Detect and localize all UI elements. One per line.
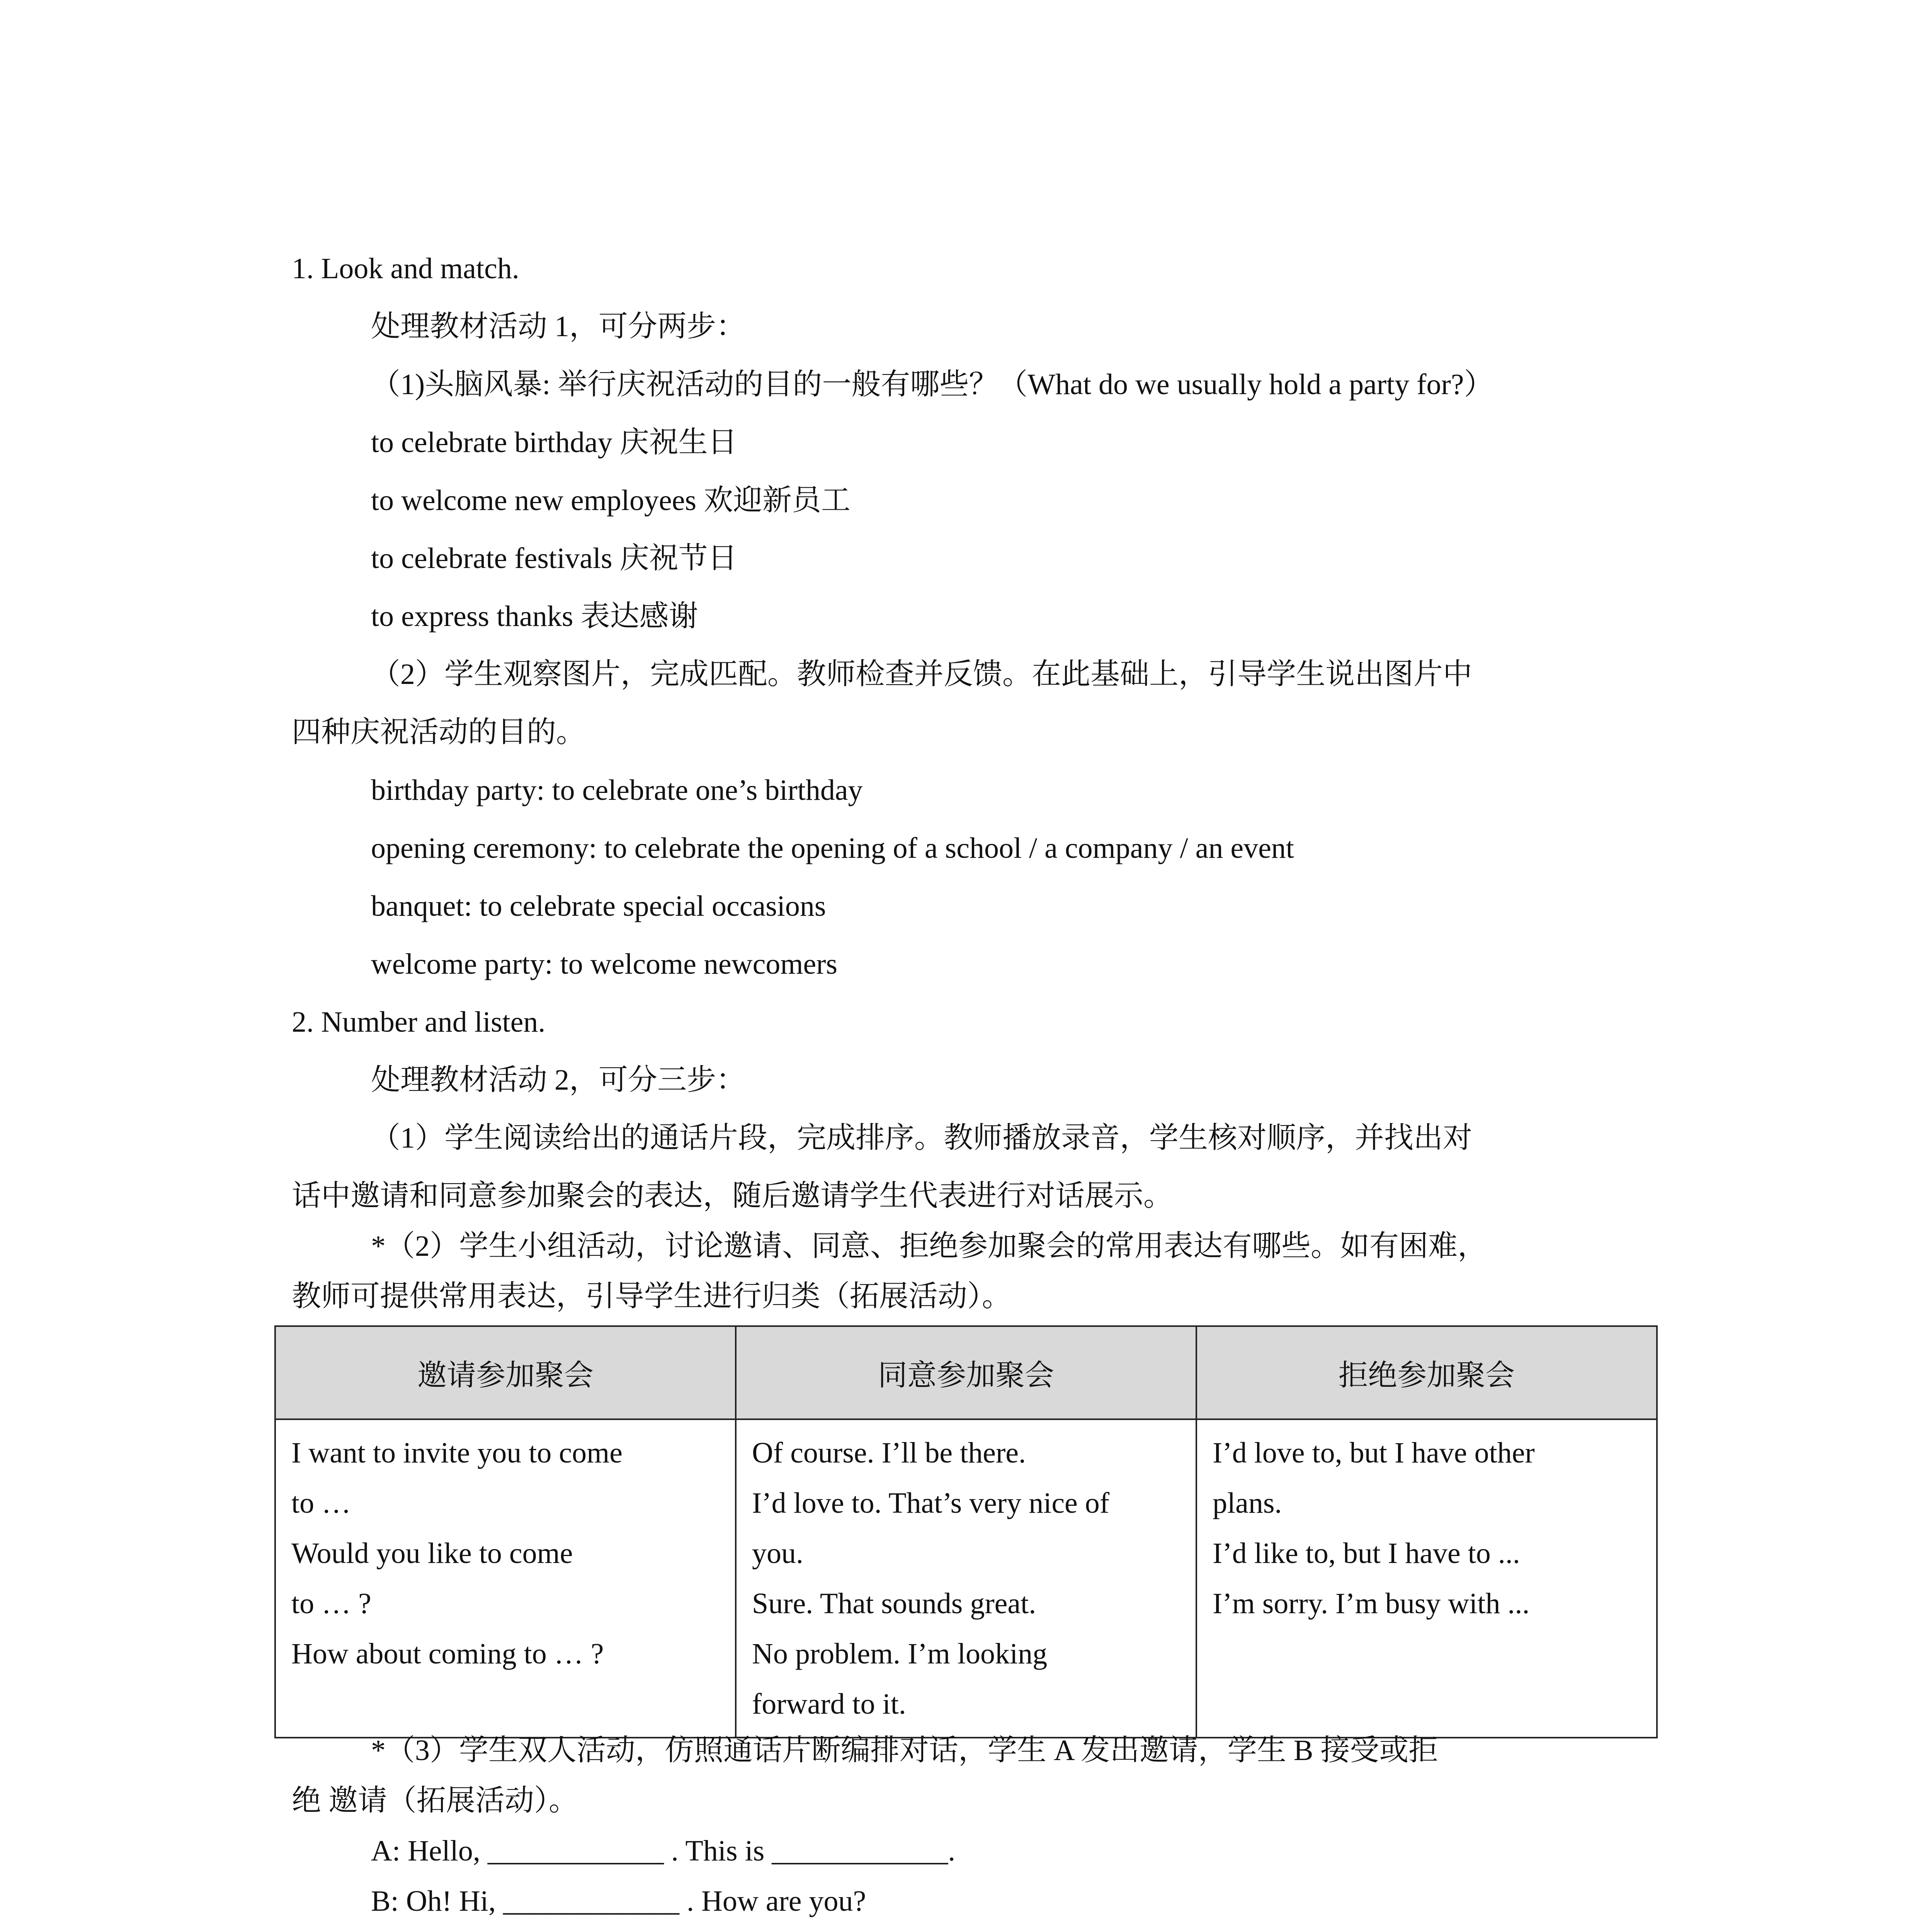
- cell-accept-expressions: [736, 1419, 1196, 1738]
- text-line: opening ceremony: to celebrate the opening of a school / a company / an event: [371, 832, 1294, 864]
- header-invite: 邀请参加聚会: [275, 1326, 736, 1419]
- expression-line: you.: [752, 1537, 803, 1570]
- text-line: 四种庆祝活动的目的。: [292, 716, 585, 748]
- expression-line: How about coming to … ?: [291, 1638, 604, 1670]
- dialogue-line: B: Oh! Hi, ____________ . How are you?: [371, 1885, 866, 1917]
- table-header-row: [275, 1326, 1657, 1419]
- section-heading-number-and-listen: 2. Number and listen.: [292, 1006, 546, 1038]
- cell-invite-expressions: [275, 1419, 736, 1738]
- expression-line: I’d love to. That’s very nice of: [752, 1487, 1110, 1519]
- text-line: to celebrate festivals 庆祝节日: [371, 542, 737, 575]
- expression-line: to … ?: [291, 1587, 371, 1620]
- table-row: [275, 1419, 1657, 1738]
- text-line: to celebrate birthday 庆祝生日: [371, 426, 737, 459]
- text-line: banquet: to celebrate special occasions: [371, 890, 826, 922]
- text-line: 绝 邀请（拓展活动）。: [292, 1784, 578, 1817]
- expressions-table: [274, 1325, 1658, 1738]
- expression-line: I’d like to, but I have to ...: [1213, 1537, 1520, 1570]
- text-line: *（2）学生小组活动，讨论邀请、同意、拒绝参加聚会的常用表达有哪些。如有困难，: [371, 1230, 1487, 1262]
- cell-decline-expressions: [1196, 1419, 1657, 1738]
- text-line: （1）学生阅读给出的通话片段，完成排序。教师播放录音，学生核对顺序，并找出对: [371, 1122, 1472, 1154]
- text-line: birthday party: to celebrate one’s birthday: [371, 774, 863, 806]
- text-line: 处理教材活动 1，可分两步：: [371, 310, 745, 343]
- expression-line: I’m sorry. I’m busy with ...: [1213, 1587, 1530, 1620]
- text-line: 教师可提供常用表达，引导学生进行归类（拓展活动）。: [292, 1280, 1011, 1313]
- expression-line: Sure. That sounds great.: [752, 1587, 1036, 1620]
- expression-line: No problem. I’m looking: [752, 1638, 1048, 1670]
- expression-line: I want to invite you to come: [291, 1437, 623, 1469]
- text-line: welcome party: to welcome newcomers: [371, 948, 838, 980]
- header-decline: 拒绝参加聚会: [1196, 1326, 1657, 1419]
- expression-line: I’d love to, but I have other: [1213, 1437, 1535, 1469]
- expression-line: to …: [291, 1487, 351, 1519]
- section-heading-look-and-match: 1. Look and match.: [292, 252, 519, 285]
- text-line: to express thanks 表达感谢: [371, 600, 698, 633]
- text-line: 处理教材活动 2，可分三步：: [371, 1064, 745, 1096]
- text-line: （1)头脑风暴: 举行庆祝活动的目的一般有哪些？（What do we usually hold a party for?）: [371, 368, 1493, 401]
- dialogue-line: A: Hello, ____________ . This is ____________.: [371, 1835, 956, 1867]
- expression-line: Of course. I’ll be there.: [752, 1437, 1026, 1469]
- text-line: *（3）学生双人活动，仿照通话片断编排对话，学生 A 发出邀请，学生 B 接受或拒: [371, 1734, 1438, 1767]
- header-accept: 同意参加聚会: [736, 1326, 1196, 1419]
- expression-line: plans.: [1213, 1487, 1282, 1519]
- expression-line: Would you like to come: [291, 1537, 573, 1570]
- text-line: （2）学生观察图片，完成匹配。教师检查并反馈。在此基础上，引导学生说出图片中: [371, 658, 1472, 690]
- text-line: to welcome new employees 欢迎新员工: [371, 484, 851, 517]
- text-line: 话中邀请和同意参加聚会的表达，随后邀请学生代表进行对话展示。: [292, 1180, 1173, 1212]
- expression-line: forward to it.: [752, 1688, 906, 1720]
